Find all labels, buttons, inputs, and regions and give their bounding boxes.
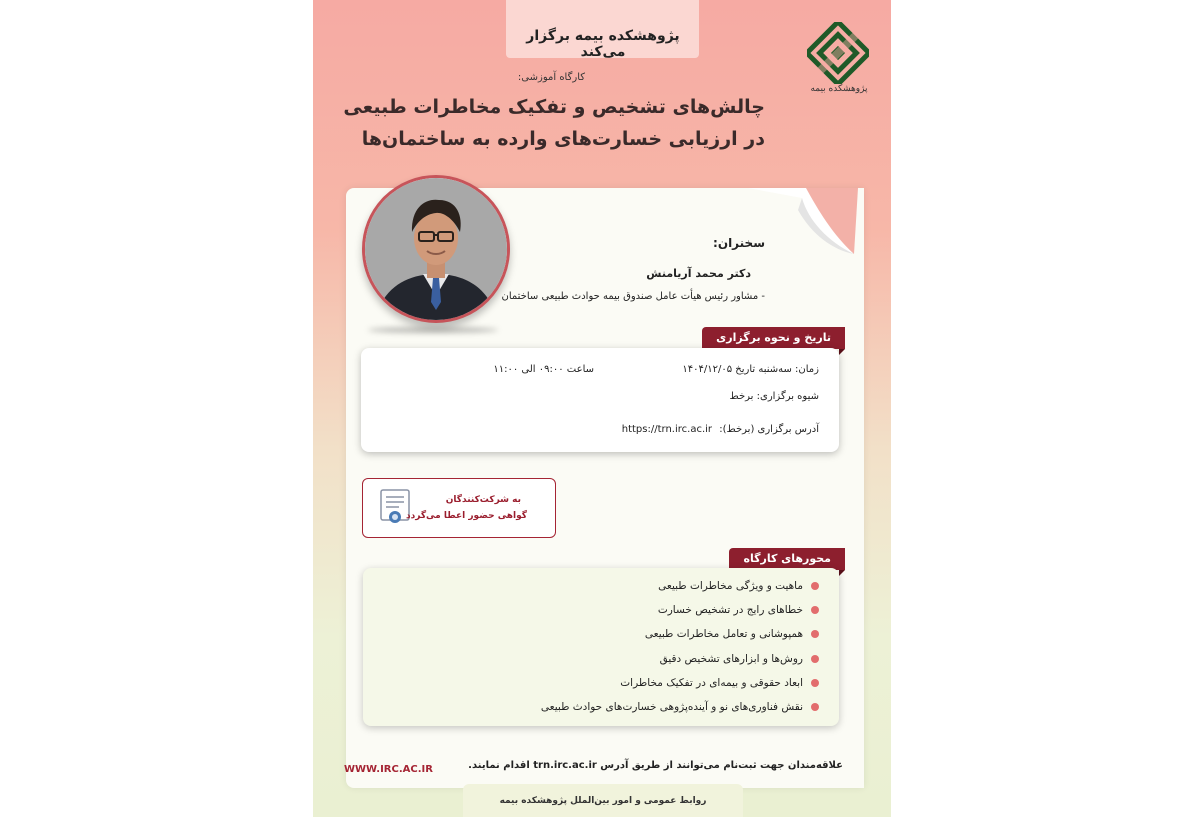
workshop-title-line2: در ارزیابی خسارت‌های وارده به ساختمان‌ها	[361, 128, 765, 150]
schedule-time: ساعت ۰۹:۰۰ الی ۱۱:۰۰	[493, 364, 594, 375]
address-url-link[interactable]: https://trn.irc.ac.ir	[621, 424, 713, 435]
bullet-icon	[811, 703, 819, 711]
speaker-role: - مشاور رئیس هیأت عامل صندوق بیمه حوادث طبیعی ساختمان	[501, 291, 765, 302]
institute-logo-icon	[807, 22, 869, 84]
address-label: آدرس برگزاری (برخط):	[719, 424, 819, 435]
speaker-portrait-icon	[365, 178, 507, 320]
speaker-avatar	[362, 175, 510, 323]
certificate-box	[362, 478, 556, 538]
bullet-icon	[811, 582, 819, 590]
schedule-mode: شیوه برگزاری: برخط	[729, 391, 819, 402]
bullet-icon	[811, 679, 819, 687]
speaker-name: دکتر محمد آریامنش	[646, 267, 751, 280]
topics-box	[363, 568, 839, 726]
certificate-line1: به شرکت‌کنندگان	[445, 495, 521, 505]
topic-item: خطاهای رایج در تشخیص خسارت	[658, 604, 819, 616]
topic-item: همپوشانی و تعامل مخاطرات طبیعی	[645, 628, 819, 640]
schedule-date: زمان: سه‌شنبه تاریخ ۱۴۰۴/۱۲/۰۵	[682, 364, 819, 375]
logo-text: پژوهشکده بیمه	[810, 84, 868, 94]
certificate-line2: گواهی حضور اعطا می‌گردد	[405, 511, 527, 521]
topic-item: نقش فناوری‌های نو و آینده‌پژوهی خسارت‌های حوادث طبیعی	[541, 701, 819, 713]
certificate-icon	[379, 489, 411, 527]
speakers-label: سخنران:	[713, 236, 765, 250]
topic-item: ماهیت و ویژگی مخاطرات طبیعی	[658, 580, 819, 592]
website-link[interactable]: WWW.IRC.AC.IR	[344, 764, 433, 775]
department-credit: روابط عمومی و امور بین‌الملل پژوهشکده بیمه	[499, 796, 707, 806]
bullet-icon	[811, 606, 819, 614]
schedule-address	[622, 424, 819, 435]
avatar-shadow	[368, 327, 498, 333]
bullet-icon	[811, 655, 819, 663]
bullet-icon	[811, 630, 819, 638]
page-curl-decoration	[748, 180, 858, 268]
workshop-kicker: کارگاه آموزشی:	[517, 72, 585, 83]
workshop-title-line1: چالش‌های تشخیص و تفکیک مخاطرات طبیعی	[343, 96, 765, 118]
schedule-box	[361, 348, 839, 452]
schedule-ribbon: تاریخ و نحوه برگزاری	[702, 327, 845, 349]
topics-ribbon: محورهای کارگاه	[729, 548, 845, 570]
organizer-heading: پژوهشکده بیمه برگزار می‌کند	[526, 28, 680, 60]
poster	[313, 0, 891, 817]
registration-note: علاقه‌مندان جهت ثبت‌نام می‌توانند از طریق آدرس trn.irc.ac.ir اقدام نمایند.	[468, 760, 843, 771]
topic-item: روش‌ها و ابزارهای تشخیص دقیق	[660, 653, 819, 665]
topic-item: ابعاد حقوقی و بیمه‌ای در تفکیک مخاطرات	[620, 677, 819, 689]
